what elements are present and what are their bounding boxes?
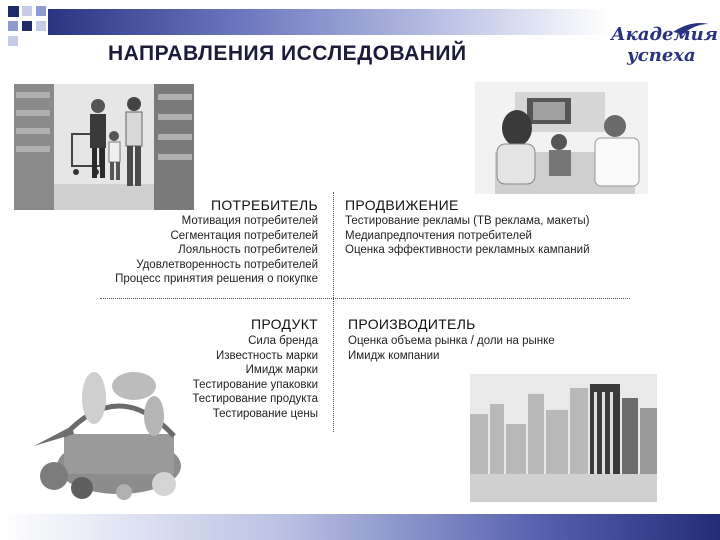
list-item: Известность марки	[215, 349, 318, 362]
list-item: Тестирование упаковки	[192, 378, 318, 391]
list-item: Оценка объема рынка / доли на рынке	[348, 335, 555, 347]
decor-square	[36, 21, 46, 31]
list-item: Сила бренда	[248, 335, 318, 347]
food-basket-photo	[14, 356, 192, 502]
list-item: Тестирование продукта	[192, 393, 318, 405]
logo-text-line1: Академия	[611, 24, 718, 45]
header-gradient-bar	[48, 9, 608, 35]
list-item: Оценка эффективности рекламных кампаний	[345, 244, 590, 256]
product-research-list	[192, 334, 318, 421]
heading-promotion: ПРОДВИЖЕНИЕ	[345, 197, 459, 213]
promotion-research-list	[345, 214, 590, 258]
supermarket-family-photo	[14, 84, 194, 210]
slide-title: НАПРАВЛЕНИЯ ИССЛЕДОВАНИЙ	[108, 42, 467, 65]
heading-producer: ПРОИЗВОДИТЕЛЬ	[348, 316, 476, 332]
decor-square	[36, 6, 46, 16]
decor-square	[22, 6, 32, 16]
decor-square	[8, 36, 18, 46]
producer-research-list	[348, 334, 555, 363]
list-item: Имидж марки	[245, 364, 318, 376]
list-item: Удовлетворенность потребителей	[136, 258, 318, 271]
quadrant-horizontal-divider	[100, 298, 630, 299]
list-item: Процесс принятия решения о покупке	[115, 273, 318, 285]
list-item: Медиапредпочтения потребителей	[345, 229, 532, 242]
list-item: Лояльность потребителей	[178, 244, 318, 256]
heading-product: ПРОДУКТ	[250, 316, 318, 332]
list-item: Имидж компании	[348, 349, 440, 362]
family-watching-tv-photo	[475, 82, 648, 194]
decor-square	[8, 21, 18, 31]
list-item: Мотивация потребителей	[181, 215, 318, 227]
company-logo	[603, 18, 718, 74]
footer-gradient-bar	[0, 514, 720, 540]
list-item: Тестирование рекламы (ТВ реклама, макеты)	[345, 215, 590, 227]
consumer-research-list	[115, 214, 318, 287]
city-skyline-photo	[470, 374, 657, 502]
list-item: Сегментация потребителей	[170, 229, 318, 242]
decor-square	[22, 21, 32, 31]
list-item: Тестирование цены	[212, 407, 318, 420]
logo-text-line2: успеха	[627, 45, 696, 66]
heading-consumer: ПОТРЕБИТЕЛЬ	[211, 197, 318, 213]
quadrant-vertical-divider	[333, 192, 334, 432]
decor-square	[8, 6, 19, 17]
